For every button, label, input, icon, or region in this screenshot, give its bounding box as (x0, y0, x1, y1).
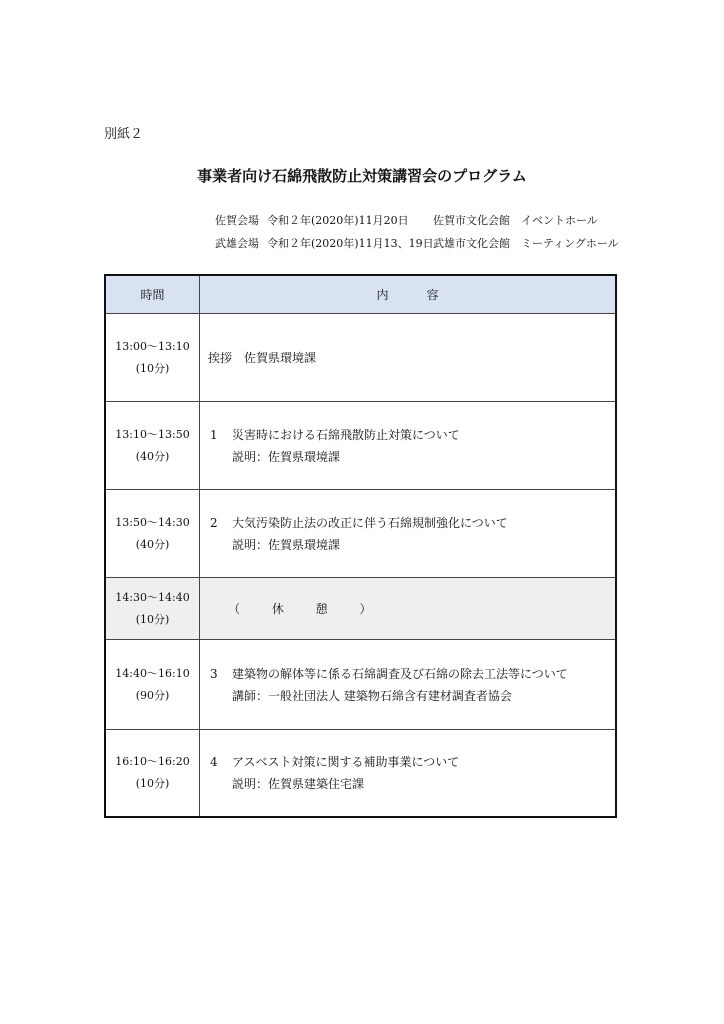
table-row (106, 730, 615, 816)
content-cell (200, 402, 615, 489)
time-range: 13:10～13:50 (115, 427, 190, 441)
content-cell (200, 314, 615, 401)
venue-place: 武雄市文化会館 ミーティングホール (433, 237, 619, 250)
table-row (106, 314, 615, 402)
venue-date: 令和２年(2020年)11月13、19日 (267, 237, 434, 250)
duration: (40分) (135, 449, 170, 463)
time-range: 13:00～13:10 (115, 339, 190, 353)
time-range: 16:10～16:20 (115, 755, 190, 768)
venue-name: 佐賀会場 (215, 214, 259, 227)
table-row-break (106, 578, 615, 640)
content-sub: 講師：一般社団法人 建築物石綿含有建材調査者協会 (232, 688, 512, 703)
content-main-line (200, 663, 615, 685)
time-range: 14:30～14:40 (115, 590, 190, 604)
item-number: 4 (210, 755, 218, 769)
content-sub: 説明：佐賀県環境課 (232, 537, 341, 552)
attachment-label: 別紙２ (104, 127, 144, 142)
content-main: 災害時における石綿飛散防止対策について (232, 427, 460, 442)
duration: (40分) (135, 537, 170, 551)
venue-name: 武雄会場 (215, 237, 259, 250)
time-cell (106, 314, 200, 401)
time-cell (106, 640, 200, 729)
content-main: アスベスト対策に関する補助事業について (232, 755, 460, 769)
content-main-line (200, 751, 615, 773)
time-cell (106, 490, 200, 577)
content-main: 挨拶 佐賀県環境課 (208, 350, 317, 365)
item-number: 2 (210, 515, 218, 530)
venue-line (215, 212, 598, 228)
table-row (106, 640, 615, 730)
duration: (10分) (135, 361, 170, 375)
table-row (106, 490, 615, 578)
time-cell (106, 402, 200, 489)
content-main: 建築物の解体等に係る石綿調査及び石綿の除去工法等について (232, 666, 568, 681)
content-sub: 説明：佐賀県環境課 (232, 449, 341, 464)
time-cell (106, 730, 200, 816)
venue-date: 令和２年(2020年)11月20日 (267, 214, 409, 227)
content-main-line (200, 512, 615, 534)
break-label: （ 休 憩 ） (228, 601, 386, 616)
header-time: 時間 (106, 276, 200, 313)
document-title: 事業者向け石綿飛散防止対策講習会のプログラム (197, 167, 527, 185)
duration: (90分) (135, 688, 170, 702)
venue-line (215, 235, 619, 251)
content-cell (200, 578, 615, 639)
header-content: 内容 (376, 287, 477, 302)
duration: (10分) (135, 777, 170, 790)
program-table (104, 274, 617, 818)
table-header (106, 276, 615, 314)
content-cell (200, 490, 615, 577)
content-sub: 説明：佐賀県建築住宅課 (232, 777, 365, 791)
time-range: 14:40～16:10 (115, 666, 190, 680)
time-range: 13:50～14:30 (115, 515, 190, 529)
content-cell (200, 730, 615, 816)
duration: (10分) (135, 612, 170, 626)
venue-place: 佐賀市文化会館 イベントホール (433, 214, 598, 227)
content-main-line (200, 424, 615, 446)
item-number: 3 (210, 666, 218, 681)
content-cell (200, 640, 615, 729)
table-row (106, 402, 615, 490)
time-cell (106, 578, 200, 639)
content-main: 大気汚染防止法の改正に伴う石綿規制強化について (232, 515, 508, 530)
item-number: 1 (210, 427, 218, 442)
